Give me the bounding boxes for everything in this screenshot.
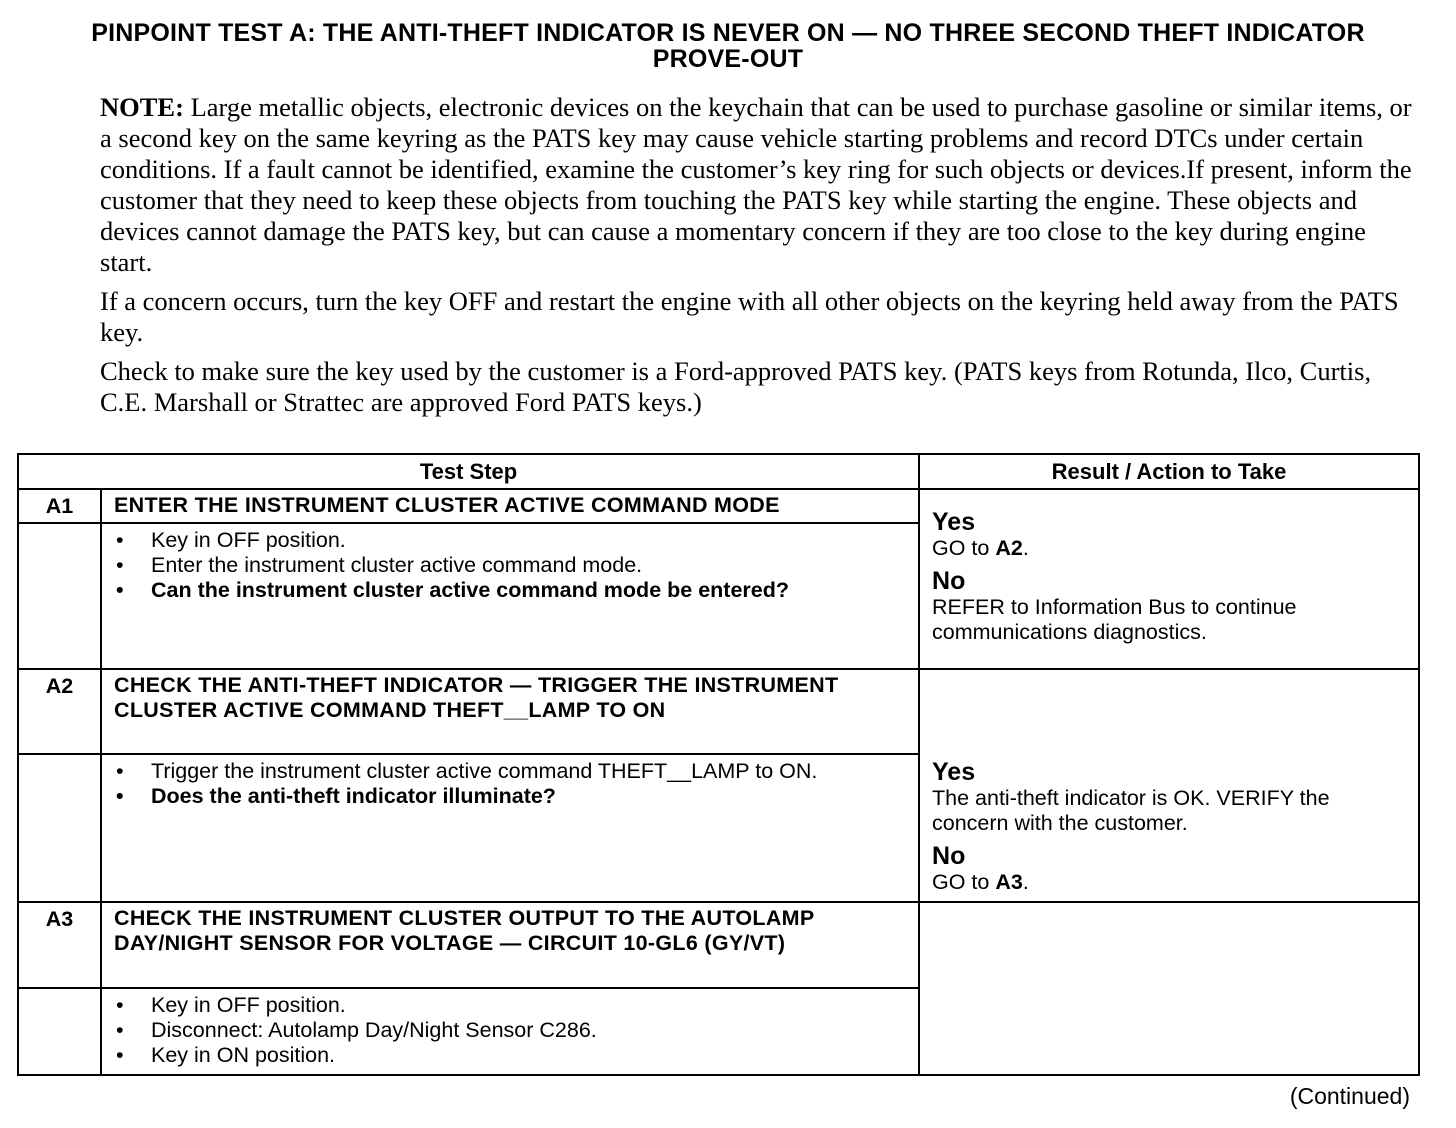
page-title: PINPOINT TEST A: THE ANTI-THEFT INDICATOR IS NEVER ON — NO THREE SECOND THEFT INDICATOR PROVE-OUT: [91, 19, 1365, 73]
step-question: • Can the instrument cluster active command mode be entered?: [114, 578, 908, 603]
step-title: CHECK THE INSTRUMENT CLUSTER OUTPUT TO THE AUTOLAMP DAY/NIGHT SENSOR FOR VOLTAGE — CIRCUIT 10-GL6 (GY/VT): [101, 902, 919, 988]
step-id: A2: [18, 669, 101, 754]
step-title: ENTER THE INSTRUMENT CLUSTER ACTIVE COMMAND MODE: [101, 489, 919, 523]
step-id: A1: [18, 489, 101, 523]
step-bullet: • Enter the instrument cluster active command mode.: [114, 553, 908, 578]
step-id-empty: [18, 988, 101, 1075]
note-text: Large metallic objects, electronic devices on the keychain that can be used to purchase gasoline or similar items, or a second key on the same keyring as the PATS key may cause vehicle starting problems and record DTCs under certain conditions. If a fault cannot be identified, examine the customer’s key ring for such objects or devices.If present, inform the customer that they need to keep these objects from touching the PATS key while starting the engine. These objects and devices cannot damage the PATS key, but can cause a momentary concern if they are too close to the key during engine start.: [100, 92, 1412, 277]
note-block: [100, 92, 1420, 426]
step-bullet: • Disconnect: Autolamp Day/Night Sensor C286.: [114, 1018, 908, 1043]
step-bullet: • Key in ON position.: [114, 1043, 908, 1068]
note-label: NOTE:: [100, 92, 184, 122]
step-title: CHECK THE ANTI-THEFT INDICATOR — TRIGGER THE INSTRUMENT CLUSTER ACTIVE COMMAND THEFT__LAMP TO ON: [101, 669, 919, 754]
step-id-empty: [18, 754, 101, 902]
step-body: [101, 523, 919, 669]
step-id: A3: [18, 902, 101, 988]
step-body: [101, 988, 919, 1075]
step-bullet: • Trigger the instrument cluster active command THEFT__LAMP to ON.: [114, 759, 908, 784]
key-check-paragraph: Check to make sure the key used by the customer is a Ford-approved PATS key. (PATS keys from Rotunda, Ilco, Curtis, C.E. Marshall or Strattec are approved Ford PATS keys.): [100, 356, 1372, 417]
step-a1-title-row: [18, 489, 1419, 523]
yes-action: The anti-theft indicator is OK. VERIFY the concern with the customer.: [932, 786, 1330, 835]
table-header-row: [18, 454, 1419, 489]
yes-label: Yes: [932, 758, 976, 786]
no-label: No: [932, 842, 966, 870]
no-action: REFER to Information Bus to continue communications diagnostics.: [932, 594, 1297, 644]
header-result: Result / Action to Take: [919, 454, 1419, 489]
step-body: [101, 754, 919, 902]
yes-action: GO to A2.: [932, 535, 1029, 560]
yes-label: Yes: [932, 507, 976, 536]
step-bullet: • Key in OFF position.: [114, 528, 908, 553]
step-bullet: • Key in OFF position.: [114, 993, 908, 1018]
step-a1-result: [919, 489, 1419, 669]
no-label: No: [932, 566, 966, 595]
step-a3-title-row: [18, 902, 1419, 988]
step-id-empty: [18, 523, 101, 669]
no-action: GO to A3.: [932, 870, 1029, 894]
header-test-step: Test Step: [18, 454, 919, 489]
continued-label: (Continued): [1289, 1083, 1410, 1109]
step-a3-result: [919, 902, 1419, 1075]
concern-paragraph: If a concern occurs, turn the key OFF and restart the engine with all other objects on the keyring held away from the PATS key.: [100, 286, 1399, 347]
step-question: • Does the anti-theft indicator illuminate?: [114, 784, 908, 809]
step-a2-result: [919, 669, 1419, 902]
test-step-table: [17, 453, 1420, 1076]
step-a2-title-row: [18, 669, 1419, 754]
note-paragraph: [100, 92, 1420, 278]
